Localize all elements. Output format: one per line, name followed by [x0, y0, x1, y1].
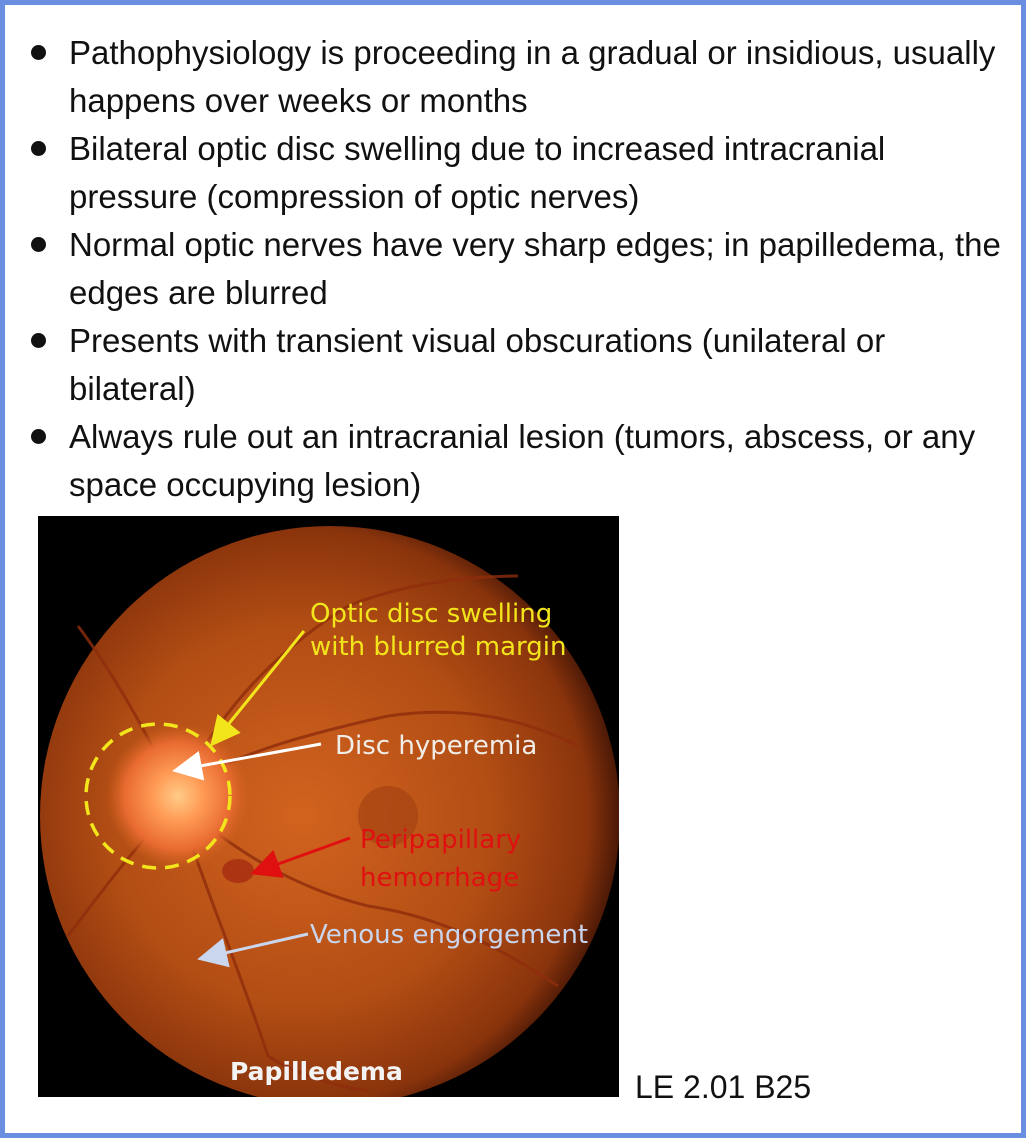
- reference-code: LE 2.01 B25: [635, 1069, 812, 1105]
- bullet-text: Normal optic nerves have very sharp edges; in papilledema, the edges are blurred: [69, 226, 1001, 311]
- bullet-text: Presents with transient visual obscurations (unilateral or bilateral): [69, 322, 886, 407]
- hemorrhage-spot: [222, 859, 254, 883]
- bullet-text: Bilateral optic disc swelling due to increased intracranial pressure (compression of optic nerves): [69, 130, 886, 215]
- bullet-item: [27, 29, 1012, 125]
- image-caption: Papilledema: [230, 1057, 403, 1086]
- bullet-dot-icon: [31, 429, 46, 444]
- label-venous-engorgement: Venous engorgement: [310, 920, 589, 950]
- label-hemorrhage-2: hemorrhage: [360, 863, 520, 893]
- bullet-item: [27, 221, 1012, 317]
- bullet-text: Pathophysiology is proceeding in a gradual or insidious, usually happens over weeks or months: [69, 34, 996, 119]
- label-disc-swelling-2: with blurred margin: [310, 632, 567, 662]
- fundus-illustration: [38, 516, 619, 1097]
- label-hemorrhage-1: Peripapillary: [360, 825, 522, 855]
- label-disc-swelling-1: Optic disc swelling: [310, 599, 553, 629]
- bullet-list: [27, 29, 1012, 509]
- bullet-item: [27, 317, 1012, 413]
- bullet-item: [27, 413, 1012, 509]
- label-disc-hyperemia: Disc hyperemia: [335, 731, 538, 761]
- bullet-dot-icon: [31, 237, 46, 252]
- bullet-item: [27, 125, 1012, 221]
- bullet-text: Always rule out an intracranial lesion (tumors, abscess, or any space occupying lesion): [69, 418, 976, 503]
- bullet-dot-icon: [31, 45, 46, 60]
- bullet-dot-icon: [31, 333, 46, 348]
- bullet-dot-icon: [31, 141, 46, 156]
- fundus-image: [38, 516, 619, 1097]
